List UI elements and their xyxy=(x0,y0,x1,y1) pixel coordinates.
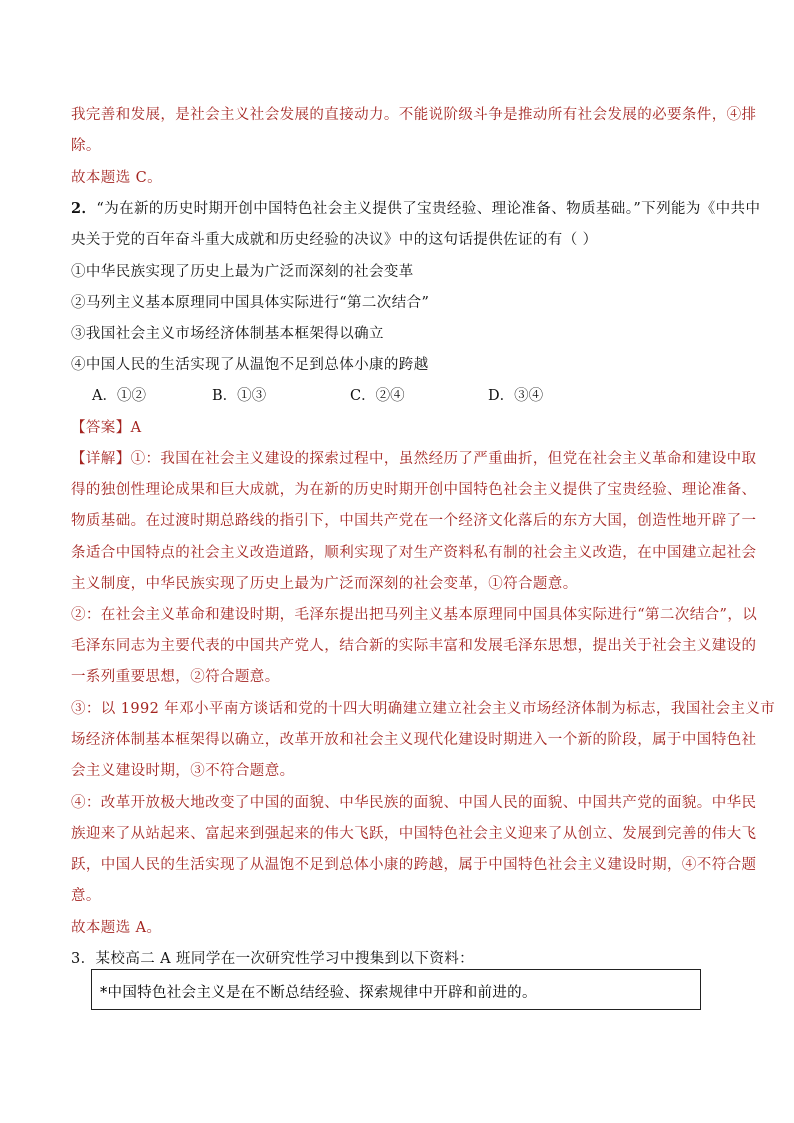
q1-conclusion: 故本题选 C。 xyxy=(71,170,163,186)
q2-statement-1: ①中华民族实现了历史上最为广泛而深刻的社会变革 xyxy=(71,264,414,280)
q2-option-a: A．①② xyxy=(92,388,146,404)
q2-detail-line-11: 会主义建设时期，③不符合题意。 xyxy=(71,763,295,779)
q2-detail-line-15: 意。 xyxy=(71,888,101,904)
q2-number: 2． xyxy=(71,200,97,217)
q1-explanation-line-2: 除。 xyxy=(71,138,101,154)
q3-material-box xyxy=(91,969,701,1010)
q2-statement-4: ④中国人民的生活实现了从温饱不足到总体小康的跨越 xyxy=(71,357,429,373)
q2-stem-text-1: “为在新的历史时期开创中国特色社会主义提供了宝贵经验、理论准备、物质基础。”下列能为《中共中 xyxy=(96,201,761,217)
q2-detail-text-1: ①：我国在社会主义建设的探索过程中，虽然经历了严重曲折，但党在社会主义革命和建设中取 xyxy=(130,451,757,467)
q2-conclusion: 故本题选 A。 xyxy=(71,920,162,936)
q2-option-c: C．②④ xyxy=(350,388,405,404)
q2-detail-line-7: 毛泽东同志为主要代表的中国共产党人，结合新的实际丰富和发展毛泽东思想，提出关于社会主义建设的 xyxy=(71,638,757,654)
q2-detail-line-4: 条适合中国特点的社会主义改造道路，顺利实现了对生产资料私有制的社会主义改造，在中国建立起社会 xyxy=(71,545,757,561)
q2-detail-line-2: 得的独创性理论成果和巨大成就，为在新的历史时期开创中国特色社会主义提供了宝贵经验、理论准备、 xyxy=(71,482,757,498)
q2-stem-line-2: 央关于党的百年奋斗重大成就和历史经验的决议》中的这句话提供佐证的有（ ） xyxy=(71,232,598,248)
q1-explanation-line-1: 我完善和发展，是社会主义社会发展的直接动力。不能说阶级斗争是推动所有社会发展的必要条件，④排 xyxy=(71,107,757,123)
q2-option-b: B．①③ xyxy=(212,388,267,404)
q2-detail-line-8: 一系列重要思想，②符合题意。 xyxy=(71,669,280,685)
q2-statement-2: ②马列主义基本原理同中国具体实际进行“第二次结合” xyxy=(71,295,430,311)
q2-detail-line-13: 族迎来了从站起来、富起来到强起来的伟大飞跃，中国特色社会主义迎来了从创立、发展到完善的伟大飞 xyxy=(71,826,757,842)
q2-detail-line-14: 跃，中国人民的生活实现了从温饱不足到总体小康的跨越，属于中国特色社会主义建设时期，④不符合题 xyxy=(71,857,757,873)
detail-label: 【详解】 xyxy=(71,451,131,467)
q2-detail-line-10: 场经济体制基本框架得以确立，改革开放和社会主义现代化建设时期进入一个新的阶段，属于中国特色社 xyxy=(71,732,757,748)
q2-detail-line-5: 主义制度，中华民族实现了历史上最为广泛而深刻的社会变革，①符合题意。 xyxy=(71,576,578,592)
q3-material-text: *中国特色社会主义是在不断总结经验、探索规律中开辟和前进的。 xyxy=(100,985,537,1001)
q2-answer: 【答案】A xyxy=(71,420,142,436)
q2-statement-3: ③我国社会主义市场经济体制基本框架得以确立 xyxy=(71,326,384,342)
q2-detail-line-1 xyxy=(71,447,756,468)
q3-stem: 3．某校高二 A 班同学在一次研究性学习中搜集到以下资料： xyxy=(71,951,475,967)
q2-detail-line-9: ③：以 1992 年邓小平南方谈话和党的十四大明确建立建立社会主义市场经济体制为标志，我国社会主义市 xyxy=(71,701,776,717)
q2-option-d: D．③④ xyxy=(488,388,544,404)
q2-detail-line-3: 物质基础。在过渡时期总路线的指引下，中国共产党在一个经济文化落后的东方大国，创造性地开辟了一 xyxy=(71,513,757,529)
q2-stem-line-1 xyxy=(71,197,760,218)
q2-detail-line-6: ②：在社会主义革命和建设时期，毛泽东提出把马列主义基本原理同中国具体实际进行“第二次结合”，以 xyxy=(71,607,758,623)
q2-detail-line-12: ④：改革开放极大地改变了中国的面貌、中华民族的面貌、中国人民的面貌、中国共产党的面貌。中华民 xyxy=(71,795,757,811)
